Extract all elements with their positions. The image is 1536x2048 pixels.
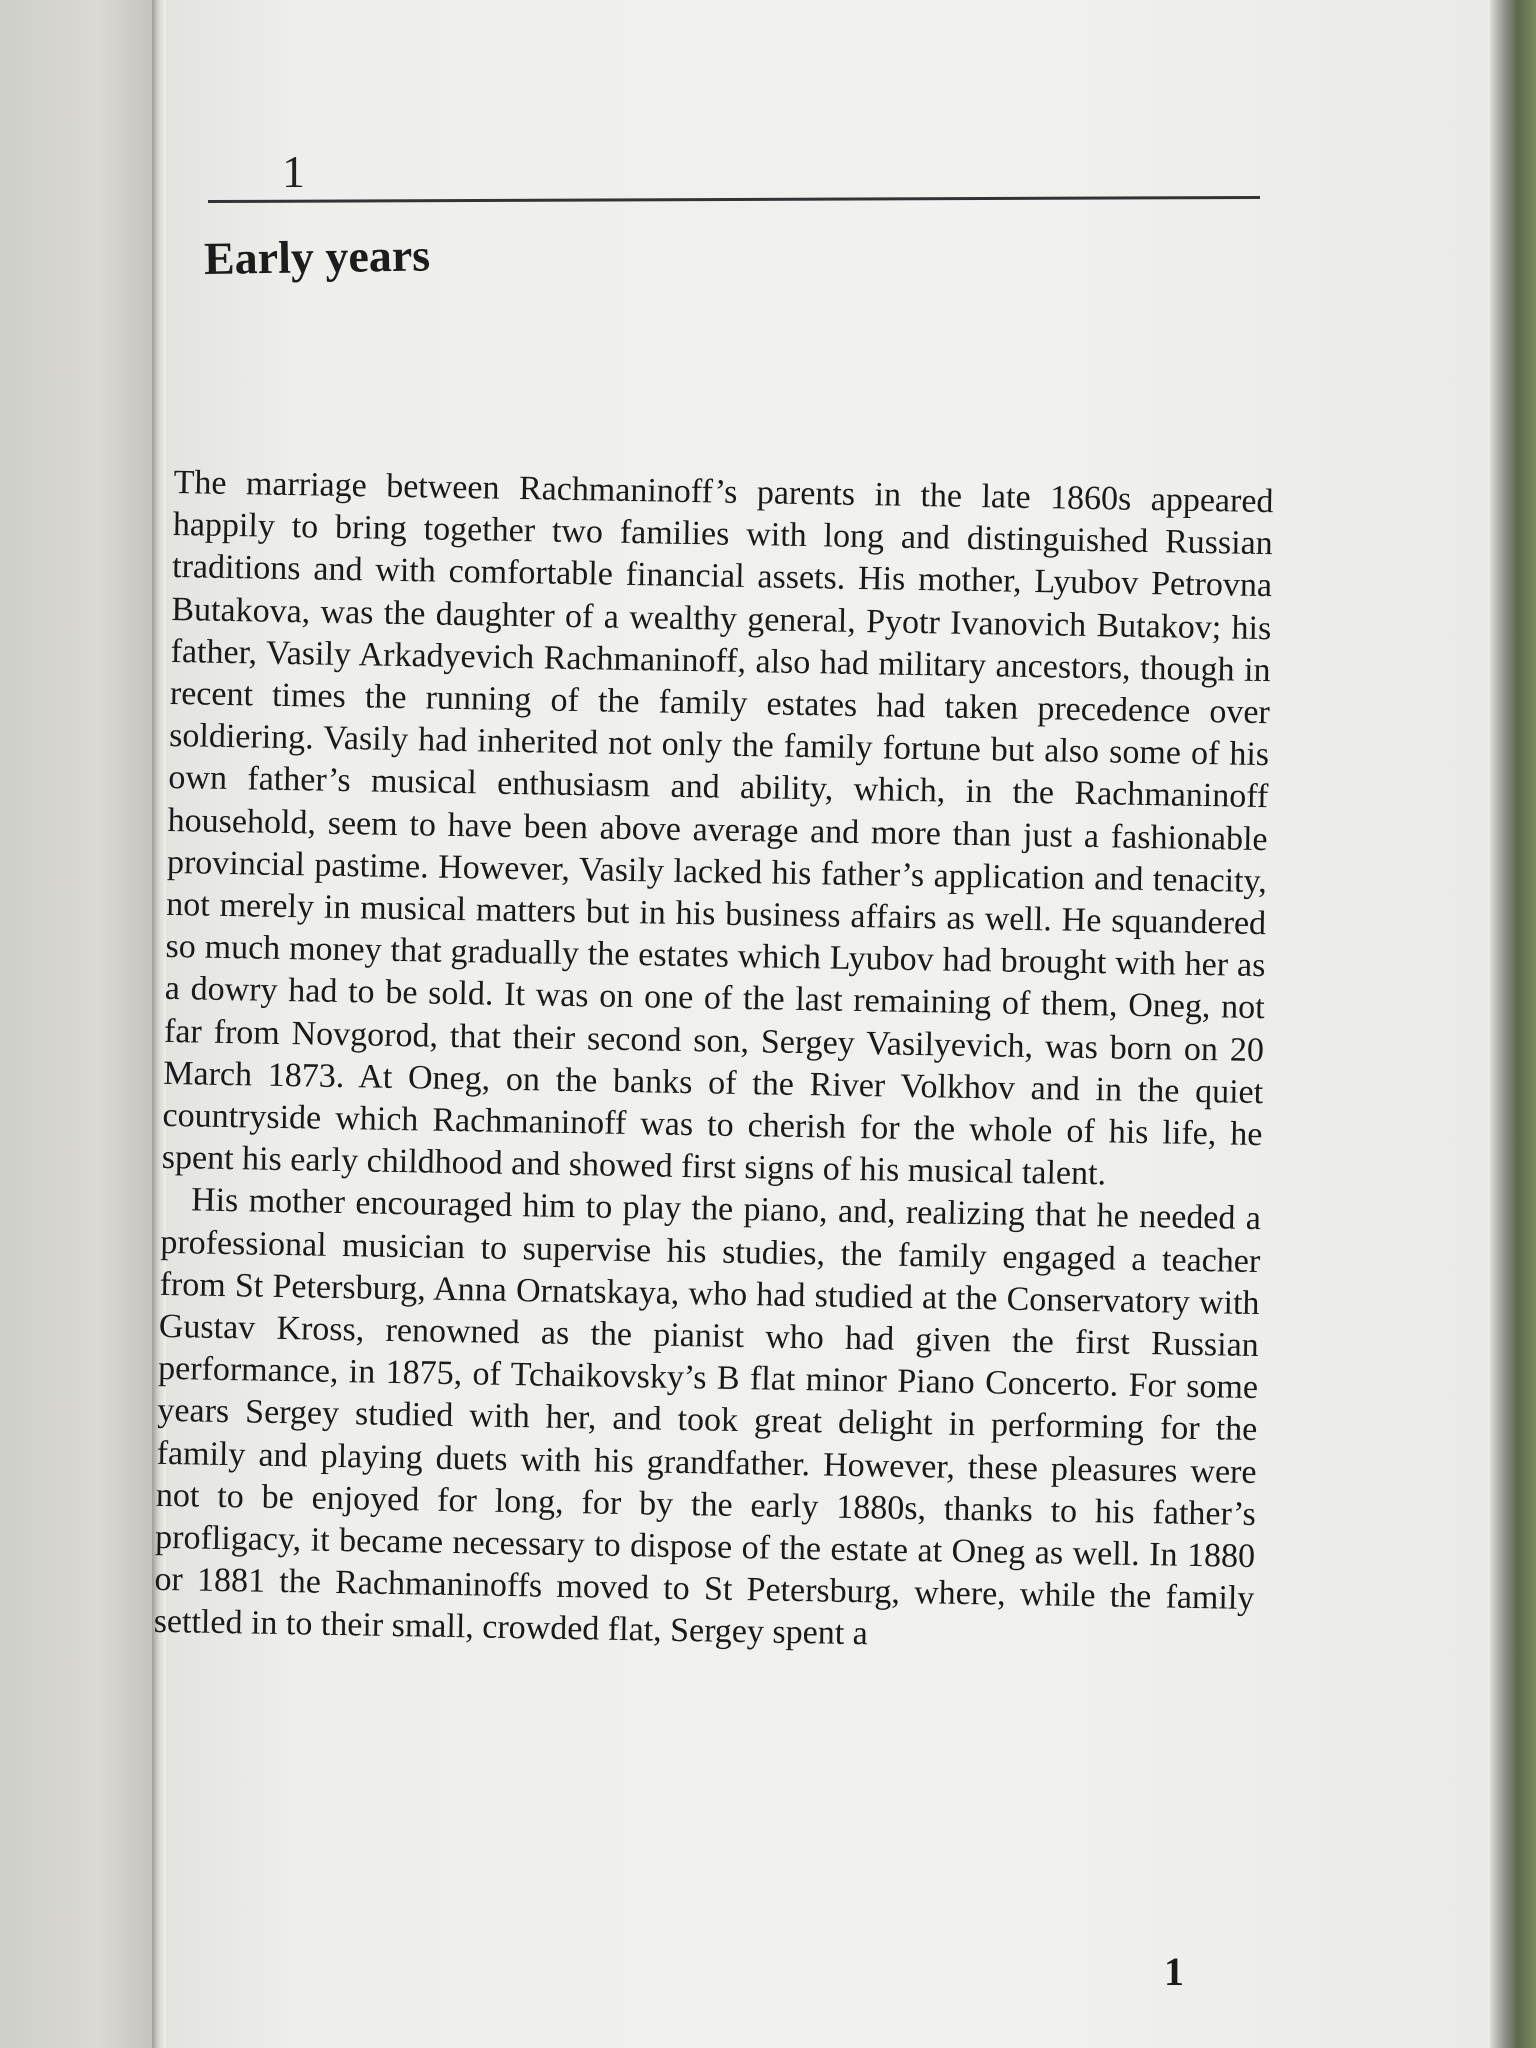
paragraph-1: The marriage between Rachmaninoff’s parents in the late 1860s appeared happily to bring together two families with long and distinguished Russian traditions and with comfortable financial assets. His mother, Lyubov Petrovna Butakova, was the daughter of a wealthy general, Pyotr Ivanovich Butakov; his father, Vasily Arkadyevich Rachmaninoff, also had military ancestors, though in recent times the running of the family estates had taken precedence over soldiering. Vasily had inherited not only the family fortune but also some of his own father’s musical enthusiasm and ability, which, in the Rachmaninoff household, seem to have been above average and more than just a fashionable provincial pastime. However, Vasily lacked his father’s application and tenacity, not merely in musical matters but in his business affairs as well. He squandered so much money that gradually the estates which Lyubov had brought with her as a dowry had to be sold. It was on one of the last remaining of them, Oneg, not far from Novgorod, that their second son, Sergey Vasilyevich, was born on 20 March 1873. At Oneg, on the banks of the River Volkhov and in the quiet countryside which Rachmaninoff was to cherish for the whole of his life, he spent his early childhood and showed first signs of his musical talent. — [161, 463, 1274, 1193]
chapter-number: 1 — [282, 146, 305, 197]
chapter-title: Early years — [203, 229, 431, 284]
body-text — [153, 462, 1273, 1663]
background-edge — [1490, 0, 1536, 2048]
paragraph-2: His mother encouraged him to play the piano, and, realizing that he needed a professional musician to supervise his studies, the family engaged a teacher from St Petersburg, Anna Ornatskaya, who had studied at the Conservatory with Gustav Kross, renowned as the pianist who had given the first Russian performance, in 1875, of Tchaikovsky’s B flat minor Piano Concerto. For some years Sergey studied with her, and took great delight in performing for the family and playing duets with his grandfather. However, these pleasures were not to be enjoyed for long, for by the early 1880s, thanks to his father’s profligacy, it became necessary to dispose of the estate at Oneg as well. In 1880 or 1881 the Rachmaninoffs moved to St Petersburg, where, while the family settled in to their small, crowded flat, Sergey spent a — [153, 1181, 1262, 1653]
page-number: 1 — [1164, 1949, 1184, 1994]
